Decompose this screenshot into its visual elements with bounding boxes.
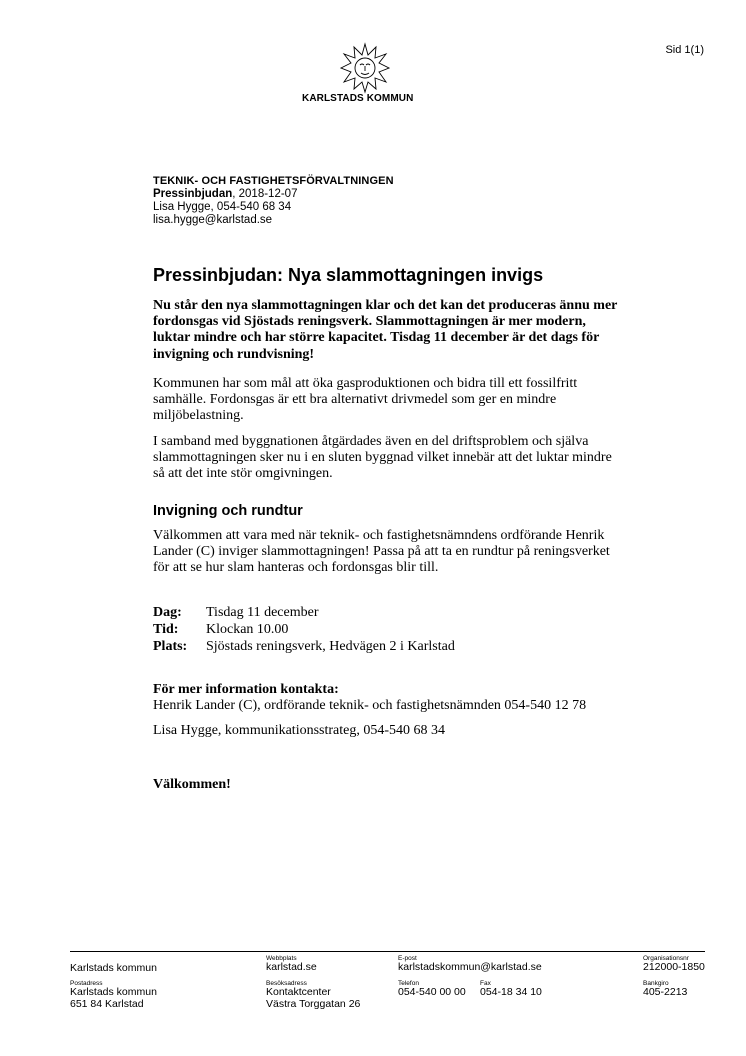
footer-phone-value: 054-540 00 00: [398, 986, 466, 998]
footer-email-label: E-post: [398, 955, 417, 962]
footer-fax-value: 054-18 34 10: [480, 986, 542, 998]
footer-orgnr-label: Organisationsnr: [643, 955, 689, 962]
contact-person-1: Henrik Lander (C), ordförande teknik- och fastighetsnämnden 054-540 12 78: [153, 698, 587, 713]
doc-type-line: [153, 188, 394, 201]
footer-postal-line1: Karlstads kommun: [70, 986, 157, 998]
contact-person-2: Lisa Hygge, kommunikationsstrateg, 054-540 68 34: [153, 723, 446, 738]
footer-divider: [70, 951, 705, 952]
footer-postal: [70, 980, 157, 1010]
footer-bankgiro-value: 405-2213: [643, 986, 688, 998]
footer-fax-label: Fax: [480, 980, 491, 987]
footer-postal-line2: 651 84 Karlstad: [70, 997, 144, 1010]
event-place-value: Sjöstads reningsverk, Hedvägen 2 i Karlstad: [206, 639, 455, 654]
footer-bankgiro-label: Bankgiro: [643, 980, 669, 987]
event-time-value: Klockan 10.00: [206, 622, 289, 637]
closing-text: Välkommen!: [153, 777, 231, 792]
footer-orgnr: [643, 955, 705, 974]
footer-bankgiro: [643, 980, 687, 999]
footer-web-label: Webbplats: [266, 955, 297, 962]
event-place-label: Plats:: [153, 639, 188, 654]
organization-name: KARLSTADS KOMMUN: [302, 93, 414, 104]
footer-fax: [480, 980, 542, 999]
doc-type: Pressinbjudan: [153, 188, 233, 200]
document-header: [153, 175, 394, 227]
footer-orgnr-value: 212000-1850: [643, 961, 705, 973]
footer-postal-label: Postadress: [70, 980, 103, 987]
lead-paragraph: Nu står den nya slammottagningen klar och det kan det produceras ännu mer fordonsgas vid Sjöstads reningsverk. Slammottagningen är mer modern, luktar mindre och har större kapacitet. Tisdag 11 december är det dags för invigning och rundvisning!: [153, 298, 618, 362]
section-heading: Invigning och rundtur: [153, 503, 303, 519]
event-details: [153, 604, 455, 655]
footer-visit-line1: Kontaktcenter: [266, 986, 331, 998]
footer-email: [398, 955, 542, 974]
department-name: TEKNIK- OCH FASTIGHETSFÖRVALTNINGEN: [153, 175, 394, 187]
footer-visit: [266, 980, 360, 1010]
footer-name: Karlstads kommun: [70, 962, 157, 974]
doc-date: , 2018-12-07: [232, 188, 298, 200]
page-number: Sid 1(1): [665, 44, 704, 56]
event-place-row: [153, 638, 455, 655]
body-paragraph-3: Välkommen att vara med när teknik- och fastighetsnämndens ordförande Henrik Lander (C) inviger slammottagningen! Passa på att ta en rundtur på reningsverket för att se hur slam hanteras och fordonsgas blir till.: [153, 528, 610, 576]
footer-visit-line2: Västra Torggatan 26: [266, 997, 361, 1010]
event-day-row: [153, 604, 455, 621]
body-paragraph-2: I samband med byggnationen åtgärdades även en del driftsproblem och själva slammottagningen sker nu i en sluten byggnad vilket innebär att det luktar mindre så att det inte stör omgivningen.: [153, 434, 612, 482]
footer-web-value: karlstad.se: [266, 961, 317, 973]
contact-info: [153, 682, 586, 739]
footer-visit-label: Besöksadress: [266, 980, 307, 987]
footer-web: [266, 955, 317, 974]
event-time-row: [153, 621, 455, 638]
page-title: Pressinbjudan: Nya slammottagningen invigs: [153, 265, 544, 285]
event-day-label: Dag:: [153, 605, 182, 620]
contact-phone-line: Lisa Hygge, 054-540 68 34: [153, 201, 292, 213]
event-day-value: Tisdag 11 december: [206, 605, 319, 620]
footer-phone-label: Telefon: [398, 980, 419, 987]
event-time-label: Tid:: [153, 622, 179, 637]
contact-email: lisa.hygge@karlstad.se: [153, 214, 273, 226]
contact-heading: För mer information kontakta:: [153, 682, 339, 697]
body-paragraph-1: Kommunen har som mål att öka gasproduktionen och bidra till ett fossilfritt samhälle. Fordonsgas är ett bra alternativt drivmedel som ger en mindre miljöbelastning.: [153, 376, 578, 424]
footer-phone: [398, 980, 466, 999]
footer-email-value: karlstadskommun@karlstad.se: [398, 961, 542, 973]
sun-logo-icon: [340, 42, 390, 94]
